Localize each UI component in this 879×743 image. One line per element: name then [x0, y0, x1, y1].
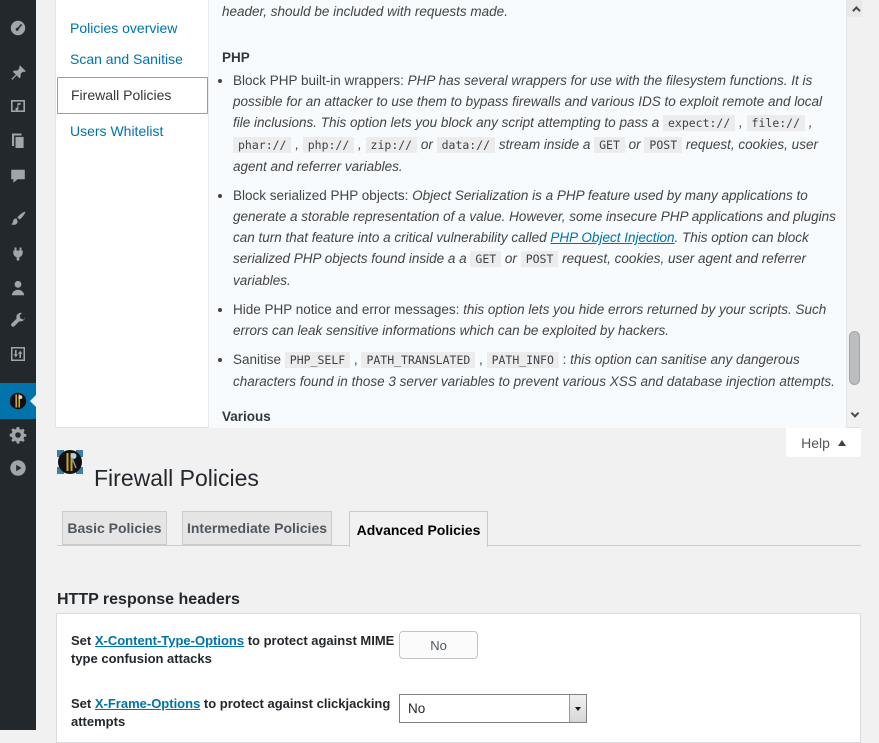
text-segment: or [501, 251, 521, 266]
text-segment: , [805, 115, 813, 130]
tools-wrench-icon [8, 311, 28, 331]
x-content-type-options-link[interactable]: X-Content-Type-Options [94, 633, 245, 648]
help-panel [55, 0, 861, 428]
text-segment: Sanitise [233, 352, 285, 367]
sidebar-item-tools-wrench[interactable] [0, 304, 36, 338]
sidebar-item-ninjafirewall[interactable] [0, 383, 36, 419]
help-section-heading-php: PHP [222, 50, 250, 65]
help-bullet-item [233, 349, 842, 392]
tab-basic-policies[interactable]: Basic Policies [62, 511, 167, 545]
text-segment: Block serialized PHP objects: [233, 188, 413, 203]
sidebar-item-plugins-plug[interactable] [0, 238, 36, 272]
code-snippet: data:// [437, 137, 495, 153]
sidebar-item-appearance-brush[interactable] [0, 202, 36, 236]
tab-advanced-policies[interactable]: Advanced Policies [349, 511, 488, 547]
scrollbar-up-button[interactable] [847, 0, 862, 17]
text-segment: this option can sanitise any dangerous characters found in those 3 server variables to prevent various XSS and database injection attempts. [233, 352, 835, 389]
help-scrollbar[interactable] [846, 0, 862, 427]
code-snippet: phar:// [233, 137, 291, 153]
help-tab-users-whitelist[interactable]: Users Whitelist [70, 123, 164, 139]
help-toggle-label: Help [801, 434, 830, 451]
text-segment: , [354, 137, 366, 152]
code-snippet: PATH_INFO [487, 352, 559, 368]
text-segment: PHP has several wrappers for use with the filesystem functions. It is possible for an attacker to use them to bypass firewalls and various IDS to exploit remote and local file inclusions. This option lets you block any script attempting to pass a [233, 73, 823, 130]
text-segment: to protect against MIME type confusion attacks [71, 633, 395, 666]
help-section-heading-various: Various [222, 409, 271, 424]
text-segment: Set [71, 633, 95, 648]
x-frame-options-selected-value: No [408, 701, 426, 716]
sidebar-item-media[interactable] [0, 89, 36, 123]
sidebar-item-gear[interactable] [0, 418, 36, 452]
code-snippet: POST [644, 137, 682, 153]
help-tab-scan-and-sanitise[interactable]: Scan and Sanitise [70, 51, 183, 67]
text-segment: , [350, 352, 362, 367]
text-segment: Object Serialization is a PHP feature used by many applications to generate a storable representation of a value. However, some insecure PHP applications and plugins can turn that feature into a critical vulnerability called [233, 188, 836, 245]
sidebar-item-dashboard[interactable] [0, 11, 36, 45]
sidebar-item-posts-pin[interactable] [0, 56, 36, 90]
text-segment: , [291, 137, 303, 152]
text-segment: : [558, 352, 571, 367]
code-snippet: PATH_TRANSLATED [361, 352, 475, 368]
sidebar-item-users[interactable] [0, 271, 36, 305]
text-segment: or [417, 137, 437, 152]
posts-pin-icon [8, 63, 28, 83]
help-bullet-list [220, 70, 842, 392]
page-title: Firewall Policies [94, 465, 259, 492]
code-snippet: file:// [747, 115, 805, 131]
text-segment: . This option can block serialized PHP objects found inside a a [233, 230, 809, 266]
appearance-brush-icon [8, 209, 28, 229]
code-snippet: php:// [303, 137, 355, 153]
chevron-up-icon [852, 6, 860, 14]
users-icon [8, 278, 28, 298]
help-bullet-item [233, 185, 842, 291]
video-play-icon [8, 458, 28, 478]
code-snippet: expect:// [663, 115, 735, 131]
code-snippet: POST [521, 251, 559, 267]
comments-icon [8, 166, 28, 186]
active-menu-arrow [30, 395, 36, 407]
tab-intermediate-policies[interactable]: Intermediate Policies [182, 511, 332, 545]
admin-sidebar [0, 0, 36, 730]
plugins-plug-icon [8, 245, 28, 265]
text-segment: to protect against clickjacking attempts [71, 696, 391, 729]
help-tab-firewall-policies[interactable]: Firewall Policies [57, 77, 208, 114]
scrollbar-thumb[interactable] [849, 331, 860, 385]
help-bullet-item [233, 299, 842, 341]
code-snippet: PHP_SELF [285, 352, 350, 368]
help-tab-policies-overview[interactable]: Policies overview [70, 20, 178, 36]
text-segment: , [475, 352, 487, 367]
help-intro-text [222, 2, 842, 21]
ninjafirewall-icon [8, 391, 28, 411]
text-segment: request, cookies, user agent and referrer variables. [233, 137, 818, 174]
chevron-down-icon [850, 409, 858, 417]
sidebar-item-pages[interactable] [0, 124, 36, 158]
ninjafirewall-logo-icon [56, 448, 84, 476]
text-segment: Block PHP built-in wrappers: [233, 73, 408, 88]
x-frame-options-link[interactable]: X-Frame-Options [94, 696, 201, 711]
dashboard-icon [8, 18, 28, 38]
text-segment: stream inside a [495, 137, 595, 152]
code-snippet: GET [470, 251, 501, 267]
help-tab-list [56, 0, 209, 427]
policy-row-label-x-content-type-options [71, 632, 405, 667]
text-segment: or [624, 137, 645, 152]
select-arrow-button[interactable] [569, 695, 586, 722]
code-snippet: GET [594, 137, 625, 153]
text-segment: Hide PHP notice and error messages: [233, 302, 464, 317]
php-object-injection-link[interactable]: PHP Object Injection [550, 230, 675, 245]
gear-icon [8, 425, 28, 445]
text-segment: Set [71, 696, 95, 711]
policy-table [56, 613, 861, 743]
triangle-up-icon [838, 440, 846, 446]
text-segment: , [735, 115, 747, 130]
triangle-down-icon [575, 707, 581, 711]
policy-row-label-x-frame-options [71, 695, 405, 730]
sidebar-item-video-play[interactable] [0, 451, 36, 485]
text-segment: request, cookies, user agent and referrer variables. [233, 251, 807, 288]
scrollbar-down-button[interactable] [847, 403, 862, 420]
settings-sliders-icon [8, 344, 28, 364]
help-bullet-item [233, 70, 842, 177]
text-segment: header, should be included with requests made. [222, 4, 508, 19]
text-segment: this option lets you hide errors returned by your scripts. Such errors can leak sensitive informations which can be exploited by hackers. [233, 302, 827, 338]
code-snippet: zip:// [366, 137, 418, 153]
help-toggle-button[interactable] [786, 428, 861, 457]
sidebar-item-settings-sliders[interactable] [0, 337, 36, 371]
x-content-type-options-toggle-button[interactable]: No [399, 631, 478, 659]
section-heading: HTTP response headers [57, 591, 240, 608]
x-frame-options-select[interactable] [399, 694, 587, 723]
pages-icon [8, 131, 28, 151]
help-content [209, 0, 846, 428]
sidebar-item-comments[interactable] [0, 159, 36, 193]
media-icon [8, 96, 28, 116]
